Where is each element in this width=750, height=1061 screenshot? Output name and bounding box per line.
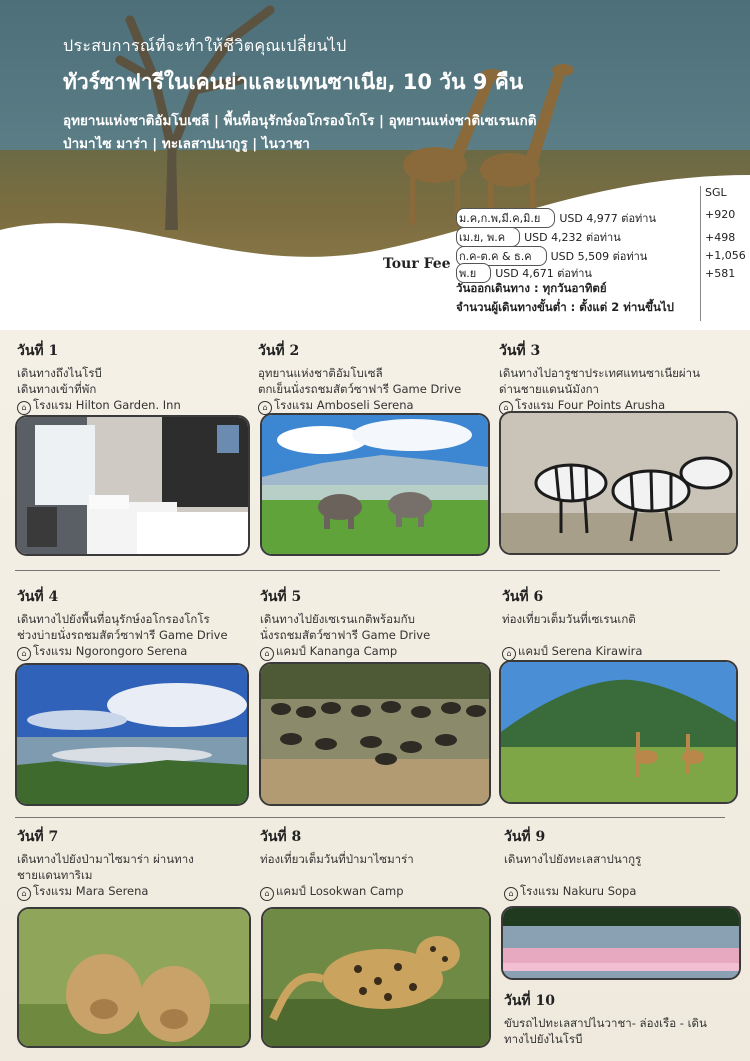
lions-photo: [17, 907, 251, 1048]
price-amount: USD 4,977 ต่อท่าน: [559, 212, 656, 225]
day-title: วันที่ 8: [260, 829, 302, 845]
hotel-icon: ⌂: [499, 401, 513, 415]
hotel-name: แคมป์ Kananga Camp: [276, 644, 398, 658]
price-season: ม.ค,ก.พ,มี.ค,มิ.ย: [456, 208, 555, 228]
hotel-icon: ⌂: [504, 887, 518, 901]
day-description: ท่องเที่ยวเต็มวันที่เซเรนเกติ: [502, 612, 636, 626]
giraffes-hill-photo: [499, 660, 738, 804]
price-amount: USD 5,509 ต่อท่าน: [550, 250, 648, 263]
day-description: ทางไปยังไนโรบี: [504, 1032, 583, 1046]
day-card: [504, 826, 744, 901]
day-description: ท่องเที่ยวเต็มวันที่ป่ามาไซมาร่า: [260, 852, 414, 866]
hero-subtitle: ประสบการณ์ที่จะทำให้ชีวิตคุณเปลี่ยนไป: [63, 36, 347, 55]
hotel-name: แคมป์ Serena Kirawira: [518, 644, 643, 658]
sgl-value: +1,056: [705, 249, 746, 262]
price-amount: USD 4,671 ต่อท่าน: [495, 267, 592, 280]
day-hotel: [17, 643, 257, 661]
price-row: [456, 208, 656, 228]
ngorongoro-crater-photo: [15, 663, 249, 806]
day-description: ขับรถไปทะเลสาปไนวาชา- ล่องเรือ - เดิน: [504, 1016, 707, 1030]
price-season: พ.ย: [456, 263, 491, 283]
wildebeest-migration-photo: [259, 662, 491, 806]
day-description: เดินทางไปยังป่ามาไซมาร่า ผ่านทาง: [17, 852, 194, 866]
day-description: ตกเย็นนั่งรถชมสัตว์ซาฟารี Game Drive: [258, 382, 462, 396]
day-description: เดินทางไปอารูชาประเทศแทนซาเนียผ่าน: [499, 366, 700, 380]
leopard-photo: [261, 907, 491, 1048]
day-title: วันที่ 1: [17, 343, 59, 359]
day-title: วันที่ 5: [260, 589, 302, 605]
day-card: [17, 826, 257, 901]
day-title: วันที่ 7: [17, 829, 59, 845]
day-hotel: [260, 643, 500, 661]
hotel-icon: ⌂: [258, 401, 272, 415]
hotel-icon: ⌂: [260, 647, 274, 661]
day-description: เดินทางไปยังเซเรนเกติพร้อมกับ: [260, 612, 415, 626]
hotel-icon: ⌂: [17, 647, 31, 661]
single-supplement-column: [700, 186, 747, 321]
day-card: [17, 586, 257, 661]
day-card: [258, 340, 498, 415]
day-hotel: [504, 883, 744, 901]
sgl-value: +581: [705, 267, 736, 280]
tour-route: [63, 110, 683, 156]
day-card: [17, 340, 252, 415]
day-card: [260, 586, 500, 661]
hotel-icon: ⌂: [502, 647, 516, 661]
day-hotel: [260, 883, 500, 901]
day-card: [504, 990, 744, 1047]
section-divider: [15, 570, 720, 571]
day-description: ชายแดนทาริเม: [17, 868, 93, 882]
tour-route-line: ป่ามาไซ มาร่า | ทะเลสาปนากูรู | ไนวาชา: [63, 136, 310, 152]
day-card: [260, 826, 500, 901]
hotel-name: โรงแรม Mara Serena: [33, 884, 149, 898]
section-divider: [15, 817, 725, 818]
day-title: วันที่ 3: [499, 343, 541, 359]
day-card: [499, 340, 744, 415]
tour-fee-label: Tour Fee: [383, 256, 451, 272]
minimum-travelers: จำนวนผู้เดินทางขั้นต่ำ : ตั้งแต่ 2 ท่านขึ้นไป: [456, 300, 674, 314]
sgl-value: +498: [705, 231, 736, 244]
day-description: เดินทางไปยังพื้นที่อนุรักษ์งอโกรองโกโร: [17, 612, 210, 626]
hotel-name: โรงแรม Four Points Arusha: [515, 398, 666, 412]
price-row: [456, 227, 621, 247]
day-title: วันที่ 10: [504, 993, 556, 1009]
day-description: เดินทางเข้าที่พัก: [17, 382, 97, 396]
day-title: วันที่ 2: [258, 343, 300, 359]
tour-title: ทัวร์ซาฟารีในเคนย่าและแทนซาเนีย, 10 วัน 9 คืน: [63, 70, 524, 94]
day-description: เดินทางไปยังทะเลสาปนากูรู: [504, 852, 642, 866]
day-title: วันที่ 6: [502, 589, 544, 605]
day-description: ช่วงบ่ายนั่งรถชมสัตว์ซาฟารี Game Drive: [17, 628, 228, 642]
day-description: ด่านชายแดนนัมังกา: [499, 382, 600, 396]
day-description: อุทยานแห่งชาติอัมโบเซลี: [258, 366, 383, 380]
hero-banner: [0, 0, 750, 330]
departure-day: วันออกเดินทาง : ทุกวันอาทิตย์: [456, 281, 607, 295]
sgl-value: +920: [705, 208, 736, 221]
hotel-name: โรงแรม Ngorongoro Serena: [33, 644, 188, 658]
day-description: เดินทางถึงไนโรบี: [17, 366, 102, 380]
day-title: วันที่ 9: [504, 829, 546, 845]
price-season: ก.ค-ต.ค & ธ.ค: [456, 246, 547, 266]
day-title: วันที่ 4: [17, 589, 59, 605]
day-card: [502, 586, 742, 661]
hotel-name: โรงแรม Hilton Garden. Inn: [33, 398, 181, 412]
hotel-icon: ⌂: [17, 401, 31, 415]
hotel-name: แคมป์ Losokwan Camp: [276, 884, 404, 898]
elephants-kilimanjaro-photo: [260, 413, 490, 556]
price-amount: USD 4,232 ต่อท่าน: [524, 231, 621, 244]
hotel-icon: ⌂: [260, 887, 274, 901]
hotel-room-photo: [15, 415, 250, 556]
day-hotel: [502, 643, 742, 661]
hotel-name: โรงแรม Nakuru Sopa: [520, 884, 637, 898]
day-hotel: [17, 397, 252, 415]
tour-route-line: อุทยานแห่งชาติอัมโบเซลี | พื้นที่อนุรักษ์งอโกรองโกโร | อุทยานแห่งชาติเซเรนเกติ: [63, 113, 537, 129]
flamingos-lake-photo: [501, 906, 741, 980]
price-season: เม.ย, พ.ค: [456, 227, 520, 247]
sgl-header: SGL: [705, 186, 727, 199]
hotel-name: โรงแรม Amboseli Serena: [274, 398, 414, 412]
hotel-icon: ⌂: [17, 887, 31, 901]
zebras-photo: [499, 411, 738, 555]
day-hotel: [17, 883, 257, 901]
day-description: นั่งรถชมสัตว์ซาฟารี Game Drive: [260, 628, 431, 642]
